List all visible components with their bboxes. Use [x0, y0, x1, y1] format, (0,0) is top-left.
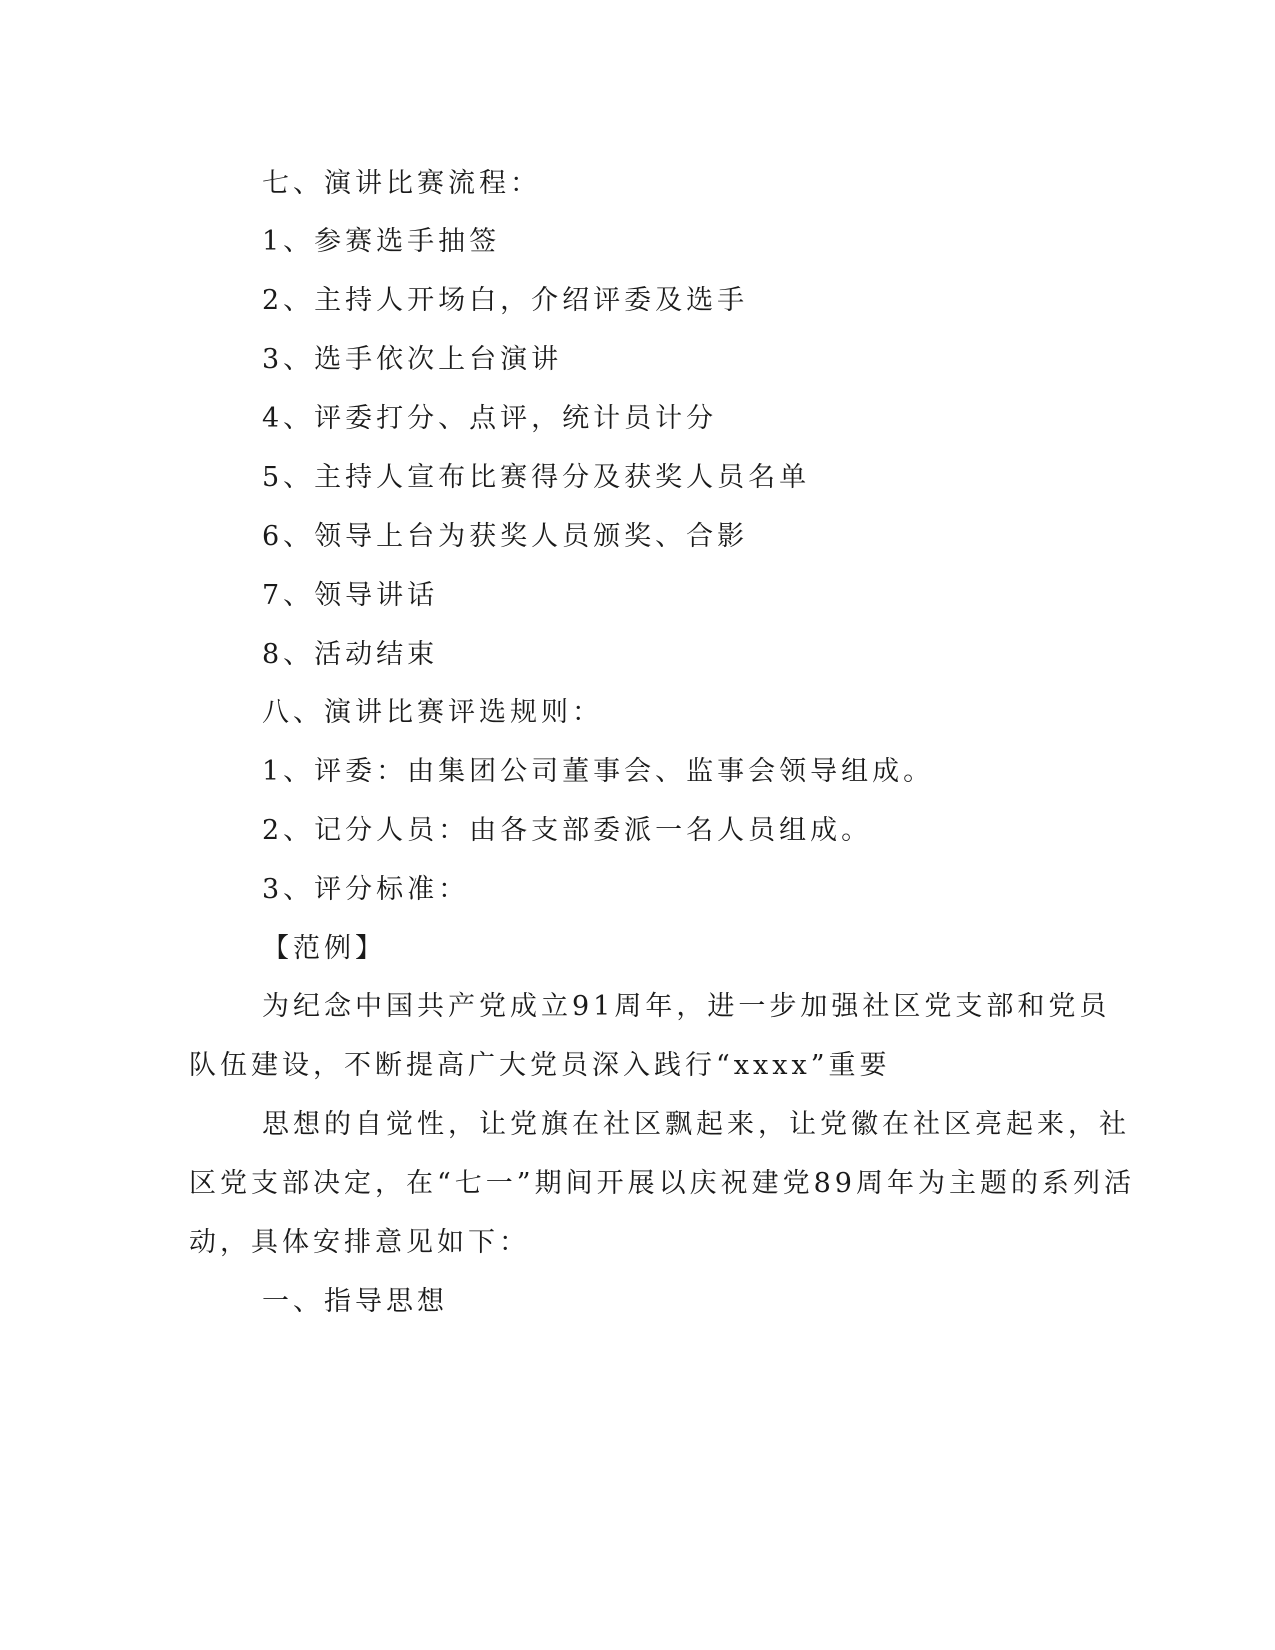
section-8-rule-1: 1、评委：由集团公司董事会、监事会领导组成。	[262, 756, 935, 787]
example-section-1-heading: 一、指导思想	[262, 1286, 448, 1317]
section-7-heading: 七、演讲比赛流程：	[262, 168, 541, 199]
section-7-step-7: 7、领导讲话	[262, 580, 439, 611]
example-paragraph-2-line-3: 动，具体安排意见如下：	[189, 1227, 530, 1258]
section-7-step-2: 2、主持人开场白，介绍评委及选手	[262, 285, 749, 316]
example-paragraph-2-line-1: 思想的自觉性，让党旗在社区飘起来，让党徽在社区亮起来，社	[262, 1109, 1130, 1140]
example-paragraph-1-line-2: 队伍建设，不断提高广大党员深入践行“xxxx”重要	[189, 1050, 891, 1081]
section-7-step-5: 5、主持人宣布比赛得分及获奖人员名单	[262, 462, 811, 493]
section-7-step-3: 3、选手依次上台演讲	[262, 344, 563, 375]
section-7-step-8: 8、活动结束	[262, 639, 439, 670]
example-paragraph-1-line-1: 为纪念中国共产党成立91周年，进一步加强社区党支部和党员	[262, 991, 1111, 1022]
example-paragraph-2-line-2: 区党支部决定，在“七一”期间开展以庆祝建党89周年为主题的系列活	[189, 1168, 1135, 1199]
section-8-rule-2: 2、记分人员：由各支部委派一名人员组成。	[262, 815, 873, 846]
example-label: 【范例】	[262, 933, 386, 964]
section-7-step-4: 4、评委打分、点评，统计员计分	[262, 403, 718, 434]
section-8-rule-3: 3、评分标准：	[262, 874, 470, 905]
section-8-heading: 八、演讲比赛评选规则：	[262, 697, 603, 728]
section-7-step-1: 1、参赛选手抽签	[262, 226, 501, 257]
section-7-step-6: 6、领导上台为获奖人员颁奖、合影	[262, 521, 749, 552]
